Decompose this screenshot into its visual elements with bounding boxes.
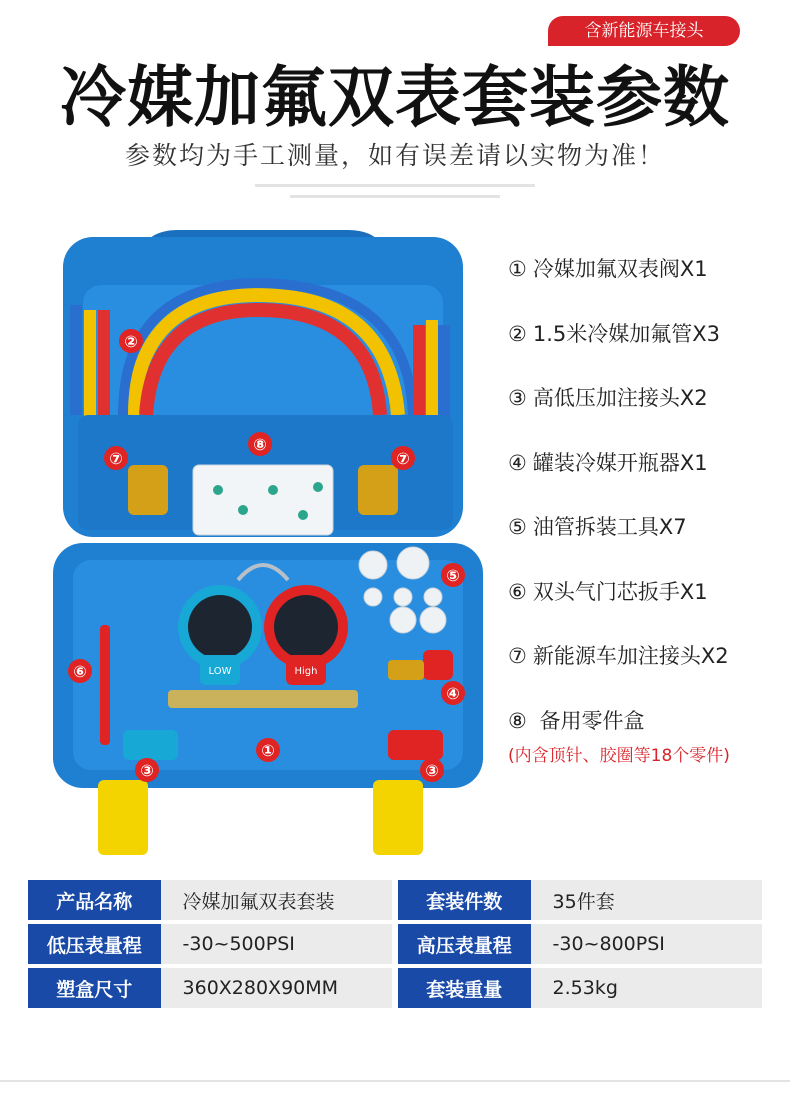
callout-2: ② — [124, 332, 138, 351]
spec-value: 360X280X90MM — [161, 968, 392, 1008]
spec-value: 冷媒加氟双表套装 — [161, 880, 392, 920]
callout-7: ⑦ — [396, 449, 410, 468]
callout-5: ⑤ — [446, 566, 460, 585]
list-item: ④ 罐装冷媒开瓶器X1 — [508, 450, 708, 475]
callout-7: ⑦ — [109, 449, 123, 468]
list-item: ⑥ 双头气门芯扳手X1 — [508, 579, 708, 604]
spec-table — [28, 876, 762, 1012]
callout-8: ⑧ — [253, 435, 267, 454]
list-item: ① 冷媒加氟双表阀X1 — [508, 257, 708, 281]
callout-4: ④ — [446, 684, 460, 703]
callout-6: ⑥ — [73, 662, 87, 681]
callout-1: ① — [261, 741, 275, 760]
parts-list — [508, 253, 788, 766]
spec-key: 套装重量 — [398, 968, 531, 1008]
list-item: ③ 高低压加注接头X2 — [508, 386, 708, 410]
new-energy-badge: 含新能源车接头 — [548, 16, 740, 46]
list-item: ⑧ 备用零件盒 — [508, 708, 645, 733]
table-row — [28, 924, 762, 964]
spec-key: 套装件数 — [398, 880, 531, 920]
spec-value: 35件套 — [531, 880, 762, 920]
list-item: ② 1.5米冷媒加氟管X3 — [508, 321, 720, 346]
spec-value: -30~500PSI — [161, 924, 392, 964]
parts-note: (内含顶针、胶圈等18个零件) — [508, 746, 730, 766]
low-gauge-label: LOW — [208, 666, 232, 677]
callout-3: ③ — [140, 761, 154, 780]
spec-key: 低压表量程 — [28, 924, 161, 964]
divider — [290, 195, 500, 198]
spec-value: 2.53kg — [531, 968, 762, 1008]
page-subtitle: 参数均为手工测量，如有误差请以实物为准！ — [124, 141, 665, 170]
callout-3: ③ — [425, 761, 439, 780]
divider — [255, 184, 535, 187]
divider — [0, 1080, 790, 1082]
list-item: ⑤ 油管拆装工具X7 — [508, 515, 687, 539]
table-row — [28, 880, 762, 920]
list-item: ⑦ 新能源车加注接头X2 — [508, 644, 729, 668]
spec-key: 高压表量程 — [398, 924, 531, 964]
table-row — [28, 968, 762, 1008]
spec-key: 产品名称 — [28, 880, 161, 920]
spec-value: -30~800PSI — [531, 924, 762, 964]
product-image — [28, 225, 498, 865]
page-title: 冷媒加氟双表套装参数 — [60, 59, 730, 136]
high-gauge-label: High — [294, 666, 318, 677]
spec-key: 塑盒尺寸 — [28, 968, 161, 1008]
